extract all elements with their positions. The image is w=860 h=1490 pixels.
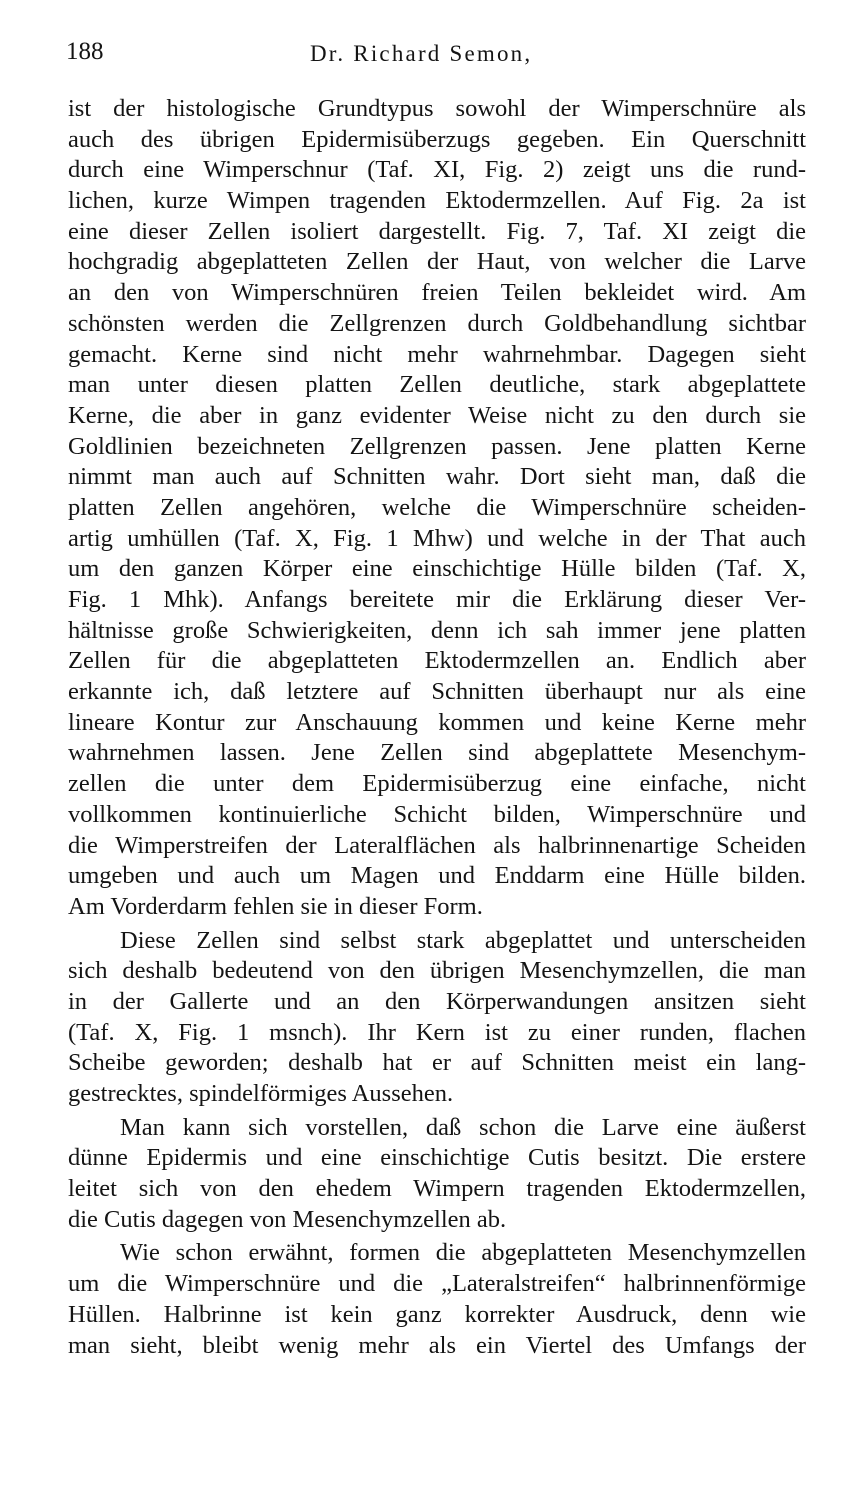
text-line: eine dieser Zellen isoliert dargestellt. Fig. 7, Taf. XI zeigt die: [68, 217, 806, 245]
text-line: Zellen für die abgeplatteten Ektodermzellen an. Endlich aber: [68, 647, 806, 675]
body-text: [68, 94, 806, 1361]
page-number: 188: [66, 38, 104, 65]
text-line: die Wimperstreifen der Lateralflächen als halbrinnenartige Scheiden: [68, 831, 806, 859]
text-line: durch eine Wimperschnur (Taf. XI, Fig. 2) zeigt uns die rund-: [68, 156, 806, 184]
text-line: sich deshalb bedeutend von den übrigen Mesenchymzellen, die man: [68, 957, 806, 985]
text-line: gemacht. Kerne sind nicht mehr wahrnehmbar. Dagegen sieht: [68, 340, 806, 368]
text-line: hochgradig abgeplatteten Zellen der Haut, von welcher die Larve: [68, 248, 806, 276]
text-line: dünne Epidermis und eine einschichtige Cutis besitzt. Die erstere: [68, 1144, 806, 1172]
text-line: schönsten werden die Zellgrenzen durch Goldbehandlung sichtbar: [68, 309, 806, 337]
text-line: man sieht, bleibt wenig mehr als ein Viertel des Umfangs der: [68, 1331, 806, 1359]
text-line: auch des übrigen Epidermisüberzugs gegeben. Ein Querschnitt: [68, 125, 806, 153]
text-line: gestrecktes, spindelförmiges Aussehen.: [68, 1080, 454, 1107]
text-line: Man kann sich vorstellen, daß schon die Larve eine äußerst: [120, 1113, 806, 1141]
text-line: wahrnehmen lassen. Jene Zellen sind abgeplattete Mesenchym-: [68, 739, 806, 767]
text-line: lichen, kurze Wimpen tragenden Ektodermzellen. Auf Fig. 2a ist: [68, 187, 806, 215]
text-line: ist der histologische Grundtypus sowohl der Wimperschnüre als: [68, 95, 806, 122]
text-line: Am Vorderdarm fehlen sie in dieser Form.: [68, 892, 483, 920]
text-line: hältnisse große Schwierigkeiten, denn ich sah immer jene platten: [68, 616, 806, 644]
text-line: um die Wimperschnüre und die „Lateralstreifen“ halbrinnenförmige: [68, 1270, 806, 1298]
running-head: Dr. Richard Semon,: [310, 41, 533, 66]
page-header: [66, 36, 806, 68]
paragraph: [68, 926, 806, 1110]
paragraph: [68, 1113, 806, 1236]
text-line: Scheibe geworden; deshalb hat er auf Schnitten meist ein lang-: [68, 1049, 806, 1077]
text-line: artig umhüllen (Taf. X, Fig. 1 Mhw) und welche in der That auch: [68, 524, 806, 552]
text-line: in der Gallerte und an den Körperwandungen ansitzen sieht: [68, 987, 806, 1015]
text-line: nimmt man auch auf Schnitten wahr. Dort sieht man, daß die: [68, 463, 806, 491]
text-line: erkannte ich, daß letztere auf Schnitten überhaupt nur als eine: [68, 678, 806, 706]
text-line: platten Zellen angehören, welche die Wimperschnüre scheiden-: [68, 493, 806, 521]
text-line: Goldlinien bezeichneten Zellgrenzen passen. Jene platten Kerne: [68, 432, 806, 460]
text-line: Kerne, die aber in ganz evidenter Weise nicht zu den durch sie: [68, 401, 806, 429]
text-line: Wie schon erwähnt, formen die abgeplatteten Mesenchymzellen: [120, 1239, 806, 1267]
text-line: umgeben und auch um Magen und Enddarm eine Hülle bilden.: [68, 862, 806, 890]
text-line: leitet sich von den ehedem Wimpern tragenden Ektodermzellen,: [68, 1175, 806, 1203]
text-line: an den von Wimperschnüren freien Teilen bekleidet wird. Am: [68, 279, 806, 307]
paragraph: [68, 94, 806, 923]
paragraph: [68, 1238, 806, 1361]
text-line: man unter diesen platten Zellen deutliche, stark abgeplattete: [68, 371, 806, 399]
text-line: Diese Zellen sind selbst stark abgeplattet und unterscheiden: [120, 926, 806, 954]
text-line: um den ganzen Körper eine einschichtige Hülle bilden (Taf. X,: [68, 555, 806, 583]
text-line: Hüllen. Halbrinne ist kein ganz korrekter Ausdruck, denn wie: [68, 1300, 806, 1328]
text-line: Fig. 1 Mhk). Anfangs bereitete mir die Erklärung dieser Ver-: [68, 586, 806, 613]
text-line: zellen die unter dem Epidermisüberzug eine einfache, nicht: [68, 770, 806, 798]
text-line: (Taf. X, Fig. 1 msnch). Ihr Kern ist zu einer runden, flachen: [68, 1018, 806, 1046]
text-line: lineare Kontur zur Anschauung kommen und keine Kerne mehr: [68, 708, 806, 736]
text-line: vollkommen kontinuierliche Schicht bilden, Wimperschnüre und: [68, 800, 806, 828]
text-line: die Cutis dagegen von Mesenchymzellen ab.: [68, 1205, 507, 1233]
